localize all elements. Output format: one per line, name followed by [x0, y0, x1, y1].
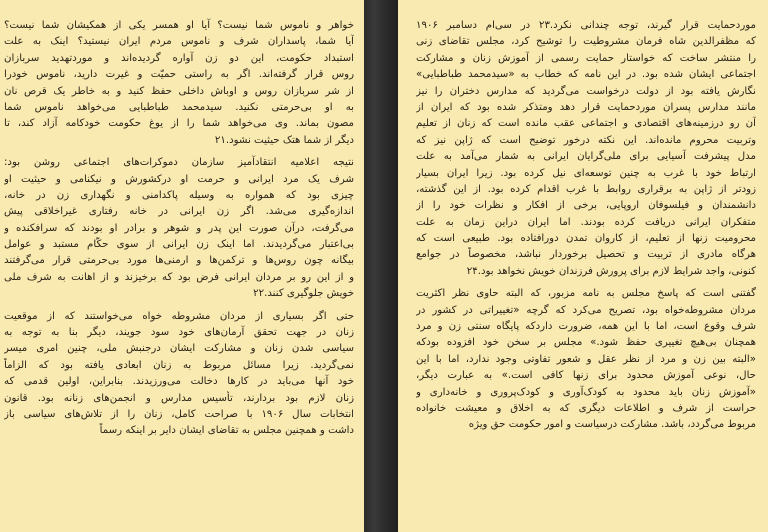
text-line: بیگانه چون روس‌ها و ترکمن‌ها و ارمنی‌ها مورد بی‌حرمتی قرار می‌گرفتند [4, 255, 354, 267]
text-line: نمی‌گردید. زیرا مسائل مربوط به زنان ابعادی یافته بود که الزاماً [4, 359, 354, 371]
text-line: مصون بماند. وی می‌خواهد شما را از یوغ حکومت خودکامه آزاد کند، تا [4, 118, 354, 130]
text-line: «آموزش زنان باید محدود به کودک‌آوری و کودک‌پروری و خانه‌داری و [416, 386, 756, 398]
text-line: گفتنی است که پاسخ مجلس به نامه مزبور، که البته حاوی نظر اکثریت [416, 288, 756, 300]
text-line: از شر سربازان روس و اوباش داخلی حفظ کنید و به خاطر یک قرص نان [4, 85, 354, 97]
text-line: انتخابات سال ۱۹۰۶ با صراحت کامل، زنان را از تلاش‌های سیاسی باز [4, 408, 354, 420]
text-line: به او بی‌حرمتی نکنید. سیدمحمد طباطبایی می‌خواهد ناموس شما [4, 101, 354, 113]
text-line: خود آنها می‌باید در کارها دخالت می‌ورزیدند. بنابراین، اولین قدمی که [4, 376, 354, 388]
text-line: مانند مدارس پسران موردحمایت قرار دهد ومتذکر شده بود که ایران از [416, 101, 756, 113]
text-line: دانشمندان و فیلسوفان اروپایی، برخی از افکار و نظرات خود را از [416, 200, 756, 212]
paragraph [416, 286, 756, 434]
text-line: محرومیت زنها از تعلیم، از کاروان تمدن دورافتاده بود. طبیعی است که [416, 233, 756, 245]
text-line: کنونی، واجد شرایط لازم برای پرورش فرزندان خویش نخواهد بود.۲۴ [466, 265, 756, 277]
paragraph [4, 155, 354, 303]
text-line: وتربیت محروم مانده‌اند. این نکته درخور توضیح است که ژاپن نیز که [416, 134, 756, 146]
text-line: مربوط می‌گردد، باشد. مشارکت درسیاست و امور حکومت حق ویژه [468, 419, 756, 431]
text-line: شرف یک مرد ایرانی و حرمت او درکشورش و نیکنامی و حیثیت او [4, 173, 354, 185]
text-line: زودتر از ژاپن به برقراری روابط با غرب اقدام کرده بود. از این گذشته، [416, 183, 756, 195]
text-line: نتیجه اعلامیه انتقادآمیز سازمان دموکرات‌های اجتماعی روشن بود: [4, 157, 354, 169]
text-line: بی‌اعتبار می‌گردیدند. اما اینک زن ایرانی از سوی حکّام مستبد و عوامل [4, 239, 354, 251]
text-line: هرگاه مادری از تربیت و تحصیل برخوردار نباشد، مخصوصاً در جوامع [416, 249, 756, 261]
text-line: شرف وقوع است، اما با این همه، ضرورت داردکه پایگاه سنتی زن و مرد [416, 321, 756, 333]
book-gutter [364, 0, 398, 532]
text-line: اندازه‌گیری می‌شد. اگر زن ایرانی در خانه رفتاری غیراخلاقی پیش [4, 206, 354, 218]
text-line: حال، نوعی آموزش محدود برای زنها کافی است.» به عبارت دیگر، [416, 370, 756, 382]
text-line: خواهر و ناموس شما نیست؟ آیا او همسر یکی از همکیشان شما نیست؟ [4, 20, 354, 31]
text-line: متفکران ایرانی دریافت کرده بودند. اما ایران دراین زمان به علت [416, 216, 756, 228]
text-line: ارتباط خود با غرب به چنین توسعه‌ای نیل کرده بود. زیرا ایران بسیار [416, 167, 756, 179]
text-line: حتی اگر بسیاری از مردان مشروطه خواه می‌خواستند که از موقعیت [4, 310, 354, 322]
text-line: آیا شما، پاسداران شرف و ناموس مردم ایران نیستید؟ اینک به علت [4, 36, 354, 48]
text-line: «البته بین زن و مرد از نظر عقل و شعور تفاوتی وجود ندارد، اما با این [416, 353, 756, 365]
text-line: موردحمایت قرار گیرند، توجه چندانی نکرد.۲۳ در سی‌ام دسامبر ۱۹۰۶ [416, 20, 756, 31]
text-line: که مظفرالدین شاه فرمان مشروطیت را توشیح کرد، مجلس تقاضای زنی [416, 36, 756, 48]
paragraph [4, 18, 354, 149]
text-line: داشت و همچنین مجلس به تقاضای ایشان دایر بر اینکه رسماً [99, 425, 354, 437]
left-page [0, 0, 364, 532]
text-line: می‌گرفت، درآن صورت این پدر و شوهر و برادر او بودند که سرافکنده و [4, 222, 354, 234]
text-line: آن رو درزمینه‌های اقتصادی و اجتماعی عقب مانده است که زنان از تعلیم [416, 118, 756, 130]
text-line: چیزی بود که همواره به وسیله پاکدامنی و نگهداری زن در خانه، [4, 189, 354, 201]
text-line: استبداد حکومت، این دو زن آواره گردیده‌اند و موردتهدید سربازان [4, 52, 354, 64]
text-line: و از این رو بر مردان ایرانی فرض بود که برخیزند و از اهانت به شرف ملی [4, 271, 354, 283]
text-line: سیاسی شدن زنان و مشارکت ایشان درجنبش ملی، چنین امری میسر [4, 343, 354, 355]
paragraph [416, 18, 756, 280]
text-line: مردان مشروطه‌خواه بود، تصریح می‌کرد که گرچه «تغییراتی در کشور در [416, 304, 756, 316]
text-line: زنان لازم بود بردارند، تأسیس مدارس و انجمن‌های زنانه بود. قانون [4, 392, 354, 404]
text-line: همچنان بی‌هیچ تغییری حفظ شود.» مجلس بر سخن خود افزوده بودکه [416, 337, 756, 349]
text-line: زنان در جهت تحقق آرمان‌های خود سود جویند، دیگر بنا به توجه به [4, 327, 354, 339]
text-line: حراست از شرف و اطلاعات دیگری که به اخلاق و معیشت خانواده [416, 402, 756, 414]
text-line: مدل پیشرفت آسیایی برای ملی‌گرایان ایرانی به شمار می‌آمد به علت [416, 151, 756, 163]
text-line: روس قرار گرفته‌اند. اگر به راستی حمیّت و غیرت دارید، ناموس خودرا [4, 69, 354, 81]
text-line: اجتماعی ایشان شده بود. در این نامه که خطاب به «سیدمحمد طباطبایی» [416, 69, 756, 81]
right-page [398, 0, 768, 532]
text-line: خویش جلوگیری کنند.۲۲ [253, 288, 354, 300]
paragraph [4, 309, 354, 440]
text-line: دیگر از شما هتک حیثیت نشود.۲۱ [214, 134, 354, 146]
text-line: نگارش یافته بود از دولت درخواست می‌گردید که مدارس دختران را نیز [416, 85, 756, 97]
text-line: را منتشر ساخت که خواستار حمایت رسمی از آموزش زنان و مشارکت [416, 52, 756, 64]
